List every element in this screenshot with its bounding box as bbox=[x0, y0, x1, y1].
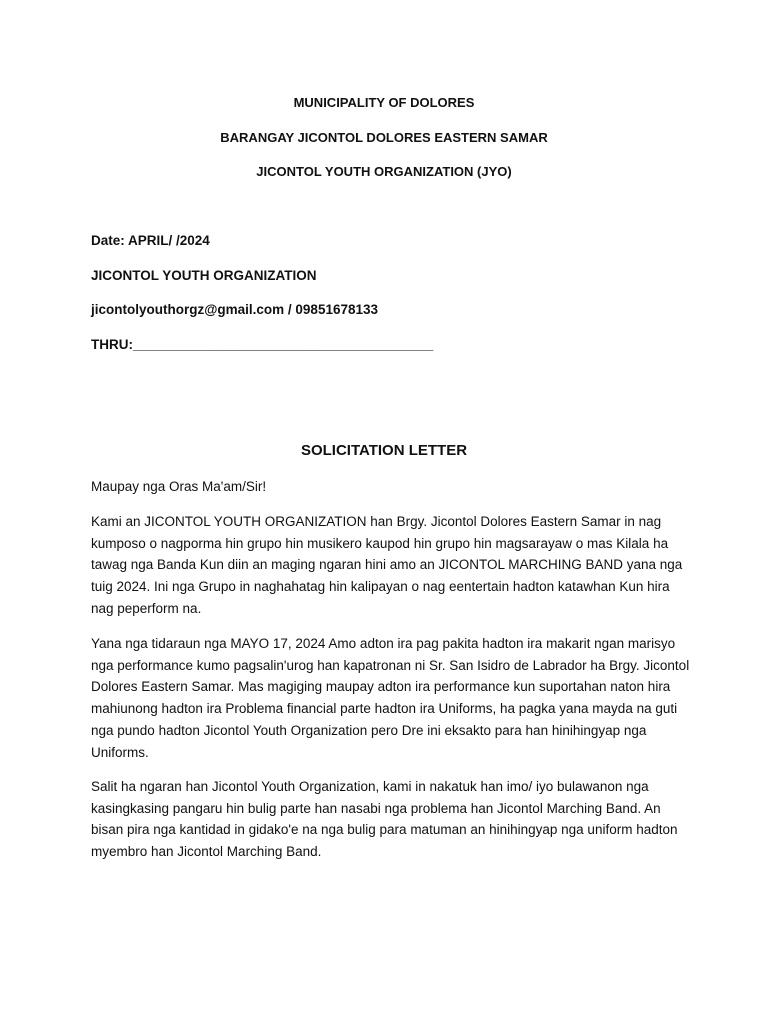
paragraph-1: Kami an JICONTOL YOUTH ORGANIZATION han Brgy. Jicontol Dolores Eastern Samar in nag kumposo o nagporma hin grupo hin musikero kaupod hin grupo hin magsarayaw o mas Kilala ha tawag nga Banda Kun diin an maging ngaran hini amo an JICONTOL MARCHING BAND yana nga tuig 2024. Ini nga Grupo in naghahatag hin kalipayan o nag eentertain hadton katawhan Kun hira nag peperform na. bbox=[91, 514, 683, 616]
letter-title: SOLICITATION LETTER bbox=[300, 442, 468, 459]
header-organization: JICONTOL YOUTH ORGANIZATION (JYO) bbox=[256, 164, 512, 179]
date-line: Date: APRIL/ /2024 bbox=[91, 233, 210, 248]
header-municipality: MUNICIPALITY OF DOLORES bbox=[293, 95, 475, 110]
sender-organization: JICONTOL YOUTH ORGANIZATION bbox=[91, 268, 317, 283]
paragraph-2: Yana nga tidaraun nga MAYO 17, 2024 Amo adton ira pag pakita hadton ira makarit ngan marisyo nga performance kumo pagsalin'urog han kapatronan ni Sr. San Isidro de Labrador ha Brgy. Jicontol Dolores Eastern Samar. Mas magiging maupay adton ira performance kun suportahan naton hira mahiunong hadton ira Problema financial parte hadton ira Uniforms, ha pagka yana mayda na guti nga pundo hadton Jicontol Youth Organization pero Dre ini eksakto para han hinihingyap nga Uniforms. bbox=[91, 636, 690, 760]
header-barangay: BARANGAY JICONTOL DOLORES EASTERN SAMAR bbox=[220, 130, 548, 145]
greeting: Maupay nga Oras Ma'am/Sir! bbox=[91, 479, 267, 494]
thru-line: THRU:________________________________________ bbox=[91, 337, 434, 352]
paragraph-3: Salit ha ngaran han Jicontol Youth Organization, kami in nakatuk han imo/ iyo bulawanon nga kasingkasing pangaru hin bulig parte han nasabi nga problema han Jicontol Marching Band. An bisan pira nga kantidad in gidako'e na nga bulig para matuman an hinihingyap nga uniform hadton myembro han Jicontol Marching Band. bbox=[91, 779, 678, 860]
sender-contact: jicontolyouthorgz@gmail.com / 09851678133 bbox=[91, 302, 379, 317]
